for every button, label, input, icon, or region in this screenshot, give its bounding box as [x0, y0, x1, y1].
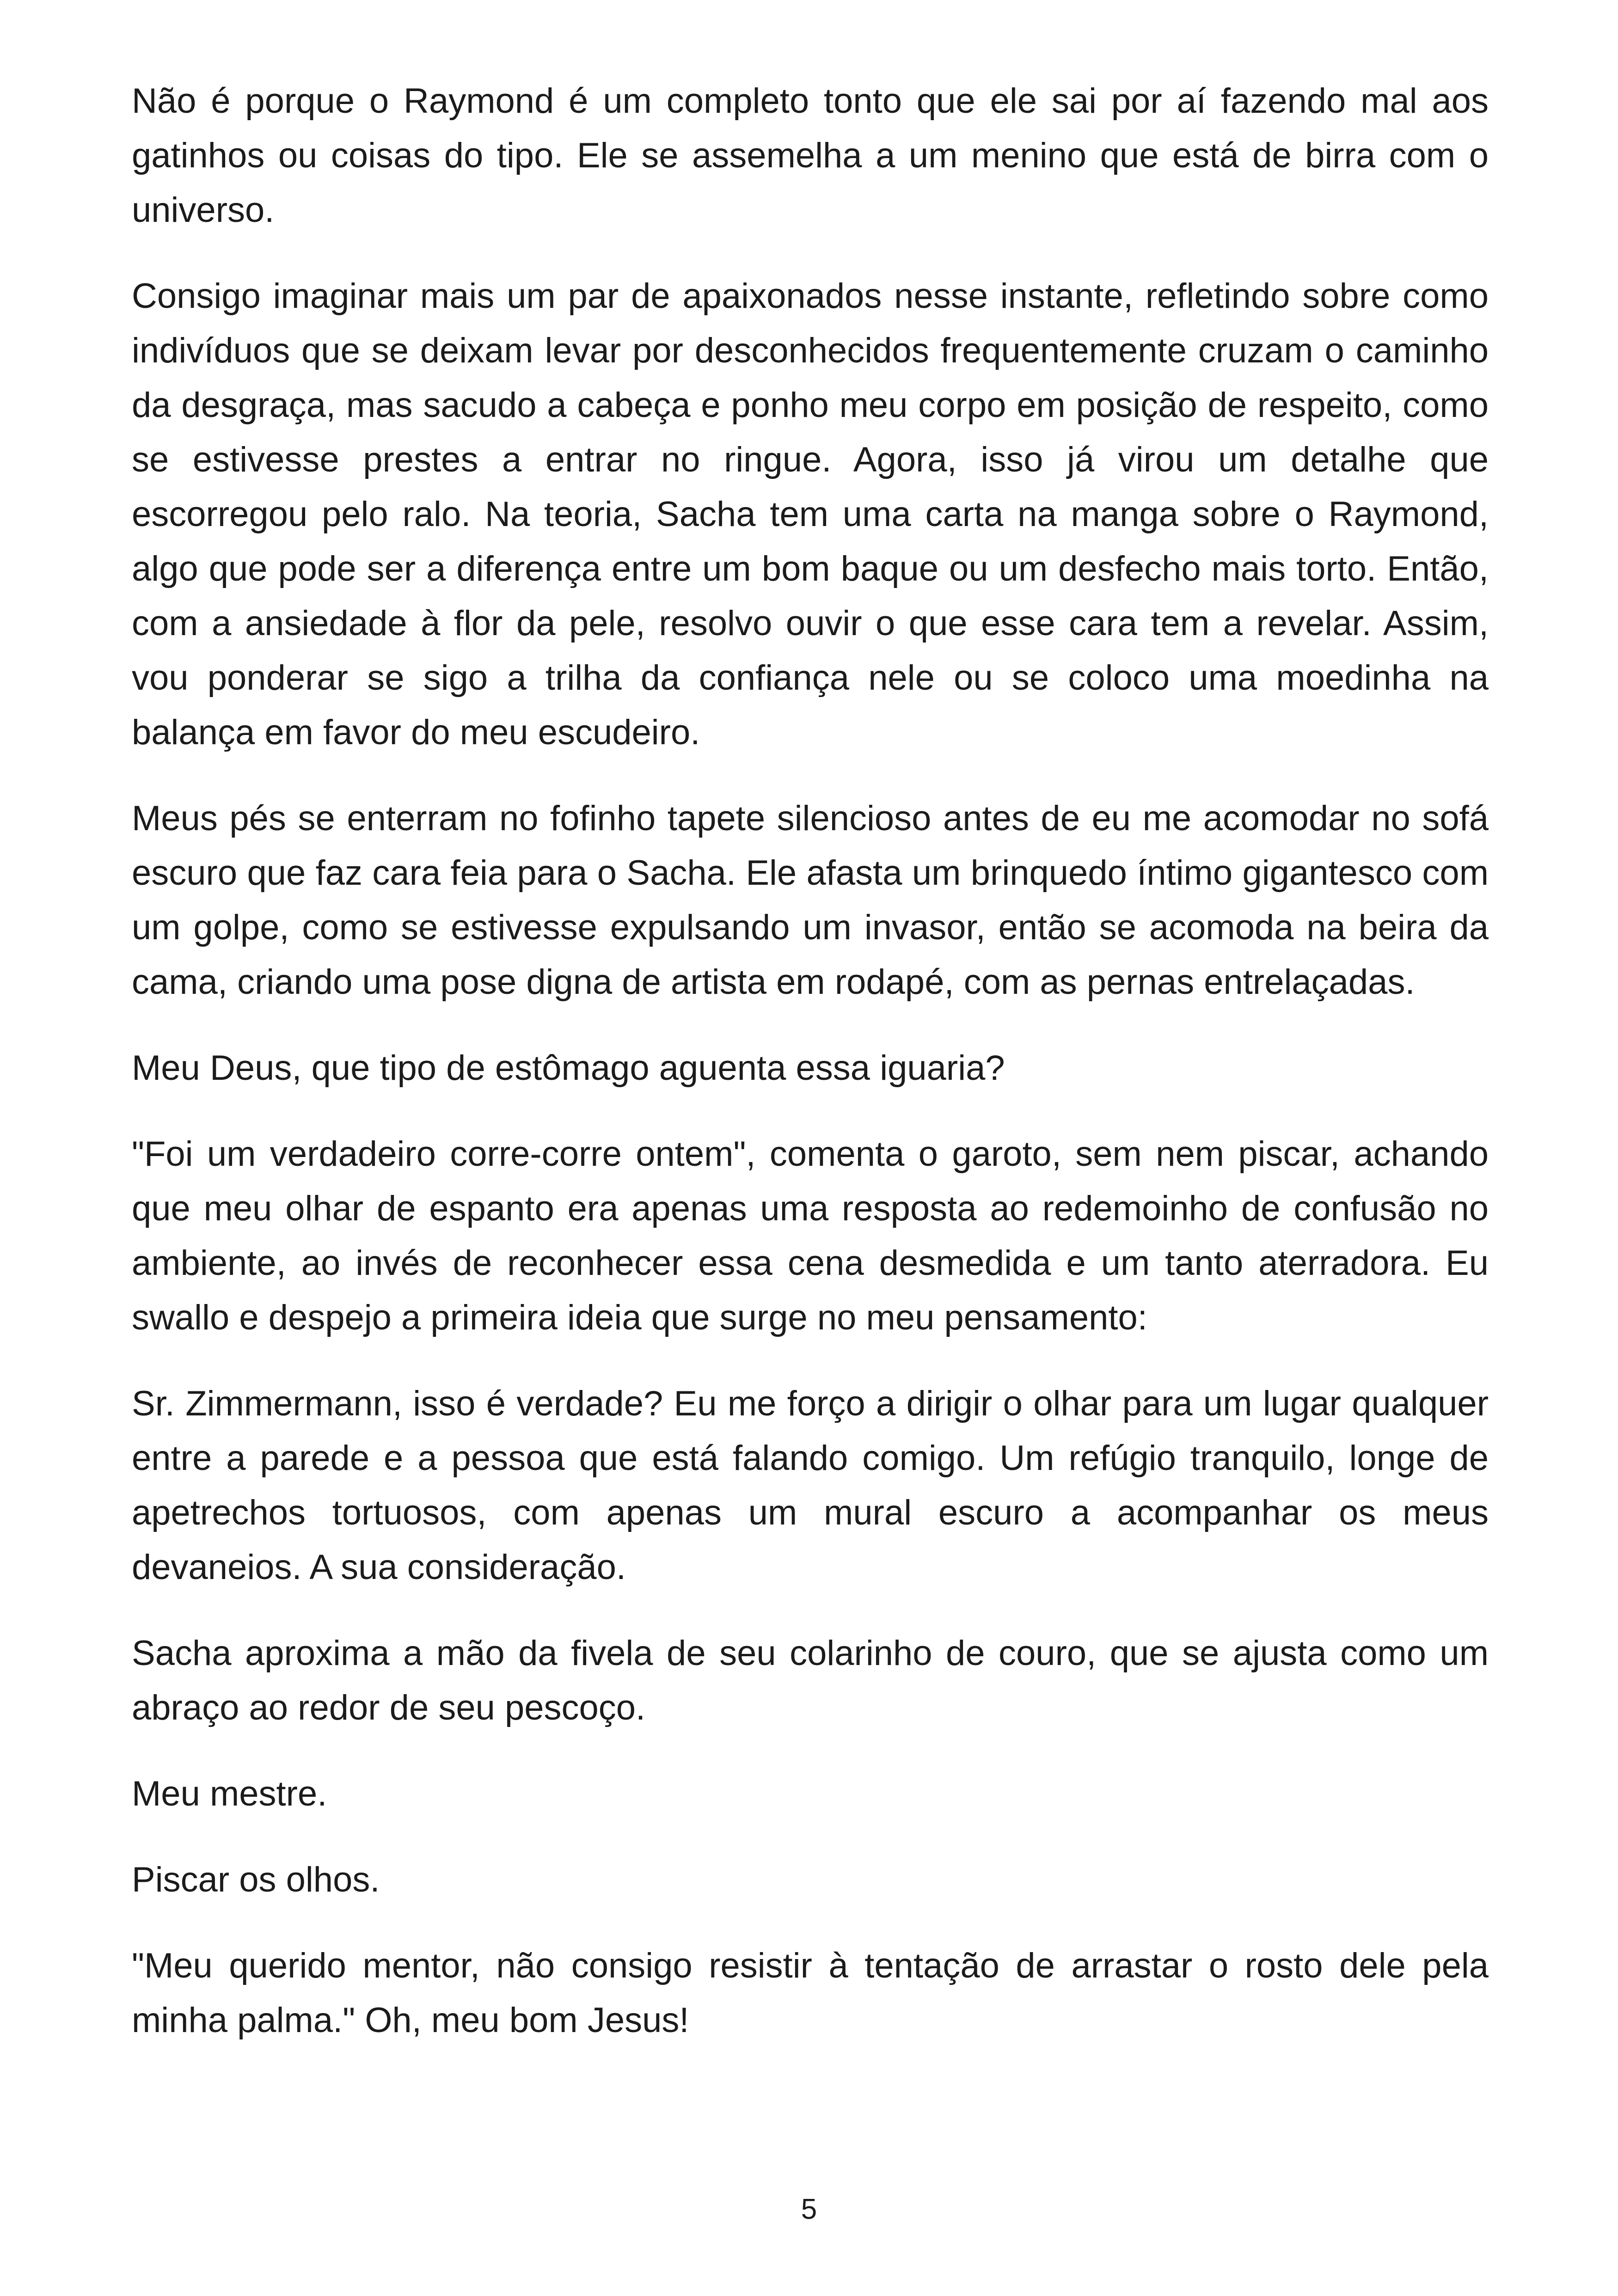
document-body	[132, 74, 1489, 2079]
paragraph-8: Meu mestre.	[132, 1774, 327, 1813]
paragraph-3: Meus pés se enterram no fofinho tapete silencioso antes de eu me acomodar no sofá escuro que faz cara feia para o Sacha. Ele afasta um brinquedo íntimo gigantesco com um golpe, como se estivesse expulsando um invasor, então se acomoda na beira da cama, criando uma pose digna de artista em rodapé, com as pernas entrelaçadas.	[132, 799, 1489, 1002]
paragraph-6: Sr. Zimmermann, isso é verdade? Eu me forço a dirigir o olhar para um lugar qualquer entre a parede e a pessoa que está falando comigo. Um refúgio tranquilo, longe de apetrechos tortuosos, com apenas um mural escuro a acompanhar os meus devaneios. A sua consideração.	[132, 1384, 1489, 1587]
paragraph-9: Piscar os olhos.	[132, 1860, 380, 1899]
paragraph-10: "Meu querido mentor, não consigo resistir à tentação de arrastar o rosto dele pela minha palma." Oh, meu bom Jesus!	[132, 1946, 1489, 2040]
paragraph-2: Consigo imaginar mais um par de apaixonados nesse instante, refletindo sobre como indivíduos que se deixam levar por desconhecidos frequentemente cruzam o caminho da desgraça, mas sacudo a cabeça e ponho meu corpo em posição de respeito, como se estivesse prestes a entrar no ringue. Agora, isso já virou um detalhe que escorregou pelo ralo. Na teoria, Sacha tem uma carta na manga sobre o Raymond, algo que pode ser a diferença entre um bom baque ou um desfecho mais torto. Então, com a ansiedade à flor da pele, resolvo ouvir o que esse cara tem a revelar. Assim, vou ponderar se sigo a trilha da confiança nele ou se coloco uma moedinha na balança em favor do meu escudeiro.	[132, 276, 1489, 752]
page-number: 5	[801, 2193, 817, 2225]
paragraph-1: Não é porque o Raymond é um completo tonto que ele sai por aí fazendo mal aos gatinhos ou coisas do tipo. Ele se assemelha a um menino que está de birra com o universo.	[132, 81, 1489, 230]
paragraph-7: Sacha aproxima a mão da fivela de seu colarinho de couro, que se ajusta como um abraço ao redor de seu pescoço.	[132, 1634, 1489, 1727]
paragraph-5: "Foi um verdadeiro corre-corre ontem", comenta o garoto, sem nem piscar, achando que meu olhar de espanto era apenas uma resposta ao redemoinho de confusão no ambiente, ao invés de reconhecer essa cena desmedida e um tanto aterradora. Eu swallo e despejo a primeira ideia que surge no meu pensamento:	[132, 1134, 1489, 1337]
paragraph-4: Meu Deus, que tipo de estômago aguenta essa iguaria?	[132, 1048, 1005, 1088]
